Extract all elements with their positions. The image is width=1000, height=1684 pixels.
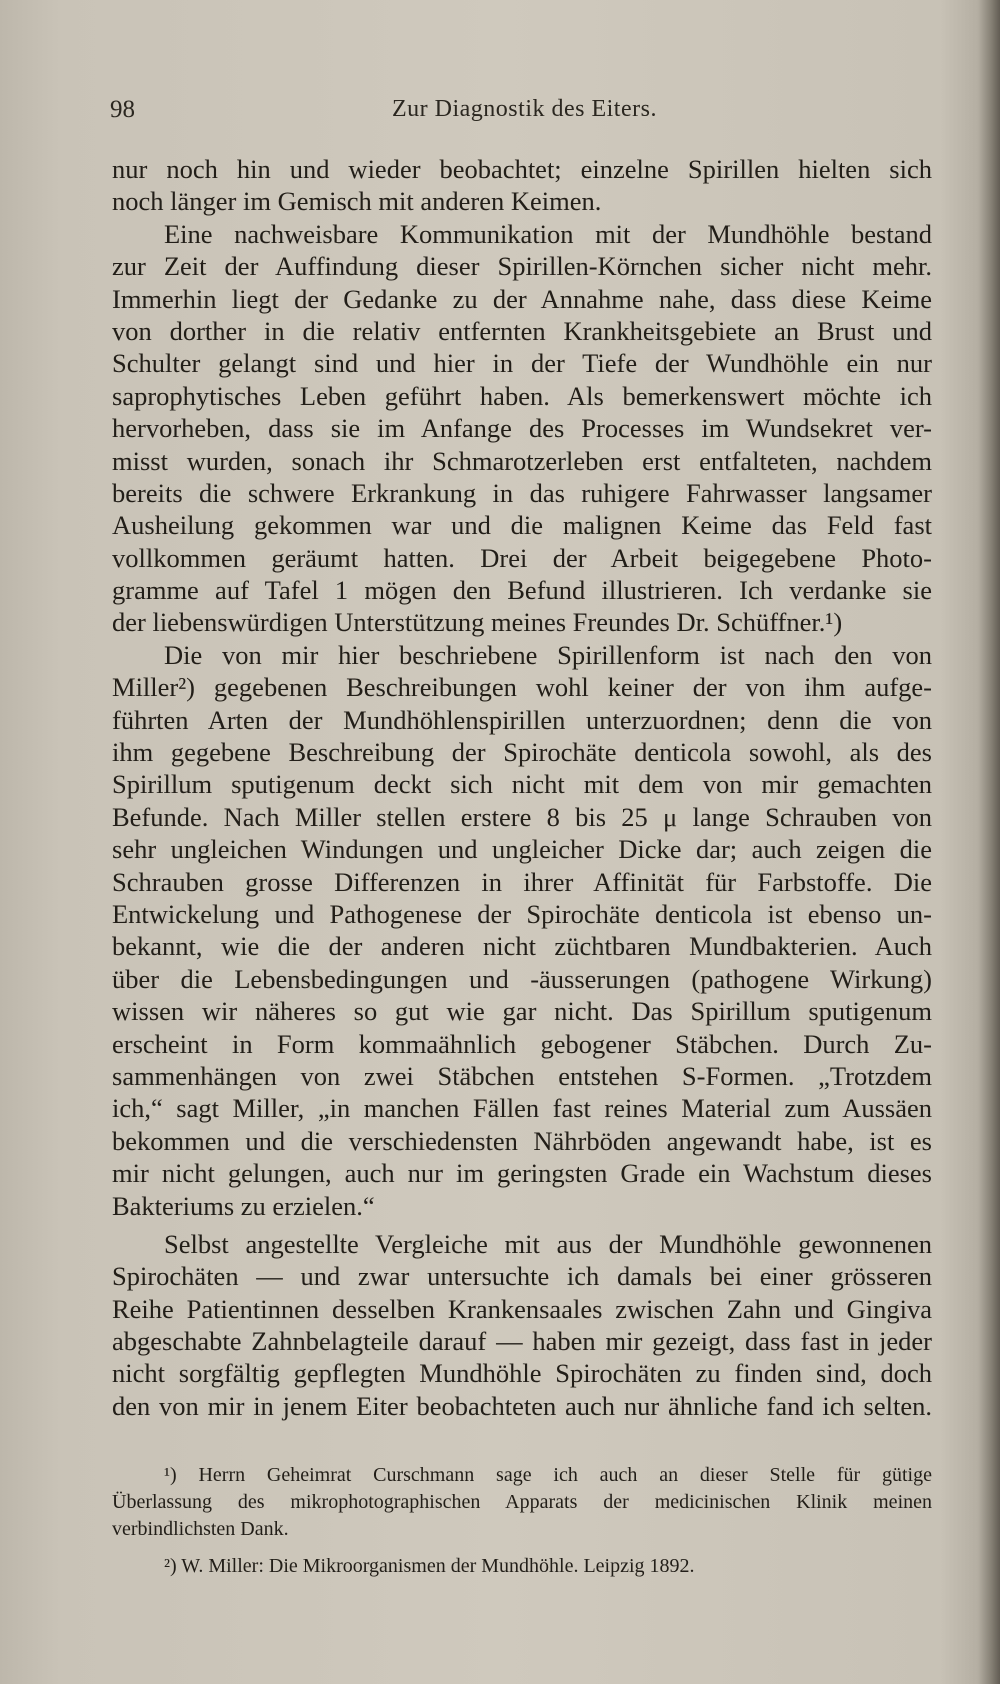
text-line: Reihe Patientinnen desselben Krankensaales zwischen Zahn und Gingiva	[112, 1293, 932, 1324]
text-line: wissen wir näheres so gut wie gar nicht. Das Spirillum sputigenum	[112, 996, 932, 1027]
page-number: 98	[110, 96, 135, 123]
text-line: über die Lebensbedingungen und -äusserungen (pathogene Wirkung)	[112, 963, 932, 994]
text-line: Die von mir hier beschriebene Spirillenform ist nach den von	[164, 639, 932, 670]
text-line: ihm gegebene Beschreibung der Spirochäte denticola sowohl, als des	[112, 737, 932, 768]
text-line: mir nicht gelungen, auch nur im geringsten Grade ein Wachstum dieses	[112, 1158, 932, 1189]
text-line: sammenhängen von zwei Stäbchen entstehen S-Formen. „Trotzdem	[112, 1060, 932, 1091]
text-line: abgeschabte Zahnbelagteile darauf — haben mir gezeigt, dass fast in jeder	[112, 1326, 932, 1357]
footnote-1-line: Überlassung des mikrophotographischen Apparats der medicinischen Klinik meinen	[112, 1491, 932, 1513]
text-line: von dorther in die relativ entfernten Krankheitsgebiete an Brust und	[112, 315, 932, 346]
text-line: saprophytisches Leben geführt haben. Als bemerkenswert möchte ich	[112, 380, 932, 411]
text-line: nur noch hin und wieder beobachtet; einzelne Spirillen hielten sich	[112, 154, 932, 184]
running-title: Zur Diagnostik des Eiters.	[392, 96, 657, 122]
text-line: Eine nachweisbare Kommunikation mit der Mundhöhle bestand	[164, 218, 932, 249]
text-line: der liebenswürdigen Unterstützung meines Freundes Dr. Schüffner.¹)	[112, 607, 843, 638]
text-line: ich,“ sagt Miller, „in manchen Fällen fast reines Material zum Aussäen	[112, 1093, 932, 1124]
text-line: erscheint in Form kommaähnlich gebogener Stäbchen. Durch Zu-	[112, 1028, 932, 1059]
page-header	[110, 96, 930, 130]
text-line: Spirochäten — und zwar untersuchte ich damals bei einer grösseren	[112, 1261, 932, 1292]
text-line: Schulter gelangt sind und hier in der Tiefe der Wundhöhle ein nur	[112, 348, 932, 379]
text-line: Immerhin liegt der Gedanke zu der Annahme nahe, dass diese Keime	[112, 283, 932, 314]
text-line: bereits die schwere Erkrankung in das ruhigere Fahrwasser langsamer	[112, 477, 932, 508]
text-line: noch länger im Gemisch mit anderen Keimen.	[112, 186, 602, 217]
text-line: zur Zeit der Auffindung dieser Spirillen-Körnchen sicher nicht mehr.	[112, 251, 932, 282]
text-line: hervorheben, dass sie im Anfange des Processes im Wundsekret ver-	[112, 413, 932, 444]
text-line: Spirillum sputigenum deckt sich nicht mit dem von mir gemachten	[112, 769, 932, 800]
text-line: misst wurden, sonach ihr Schmarotzerleben erst entfalteten, nachdem	[112, 445, 932, 476]
text-line: den von mir in jenem Eiter beobachteten auch nur ähnliche fand ich selten.	[112, 1390, 932, 1421]
text-line: Selbst angestellte Vergleiche mit aus der Mundhöhle gewonnenen	[164, 1228, 932, 1259]
text-line: sehr ungleichen Windungen und ungleicher Dicke dar; auch zeigen die	[112, 834, 932, 865]
footnote-1-line: ¹) Herrn Geheimrat Curschmann sage ich auch an dieser Stelle für gütige	[164, 1464, 932, 1486]
text-line: bekannt, wie die der anderen nicht züchtbaren Mundbakterien. Auch	[112, 931, 932, 962]
text-line: vollkommen geräumt hatten. Drei der Arbeit beigegebene Photo-	[112, 542, 932, 573]
text-line: gramme auf Tafel 1 mögen den Befund illustrieren. Ich verdanke sie	[112, 575, 932, 606]
text-line: Entwickelung und Pathogenese der Spirochäte denticola ist ebenso un-	[112, 898, 932, 929]
text-line: nicht sorgfältig gepflegten Mundhöhle Spirochäten zu finden sind, doch	[112, 1358, 932, 1389]
page-gutter-shadow	[978, 0, 1000, 1684]
text-line: bekommen und die verschiedensten Nährböden angewandt habe, ist es	[112, 1125, 932, 1156]
footnotes	[112, 1462, 932, 1580]
text-line: Ausheilung gekommen war und die malignen Keime das Feld fast	[112, 510, 932, 541]
text-line: führten Arten der Mundhöhlenspirillen unterzuordnen; denn die von	[112, 704, 932, 735]
text-line: Befunde. Nach Miller stellen erstere 8 bis 25 μ lange Schrauben von	[112, 801, 932, 832]
text-line: Miller²) gegebenen Beschreibungen wohl keiner der von ihm aufge-	[112, 672, 932, 703]
text-line: Bakteriums zu erzielen.“	[112, 1190, 375, 1221]
text-line: Schrauben grosse Differenzen in ihrer Affinität für Farbstoffe. Die	[112, 866, 932, 897]
main-text	[112, 153, 932, 1422]
footnote-2: ²) W. Miller: Die Mikroorganismen der Mundhöhle. Leipzig 1892.	[164, 1555, 695, 1577]
footnote-1-line: verbindlichsten Dank.	[112, 1518, 289, 1540]
